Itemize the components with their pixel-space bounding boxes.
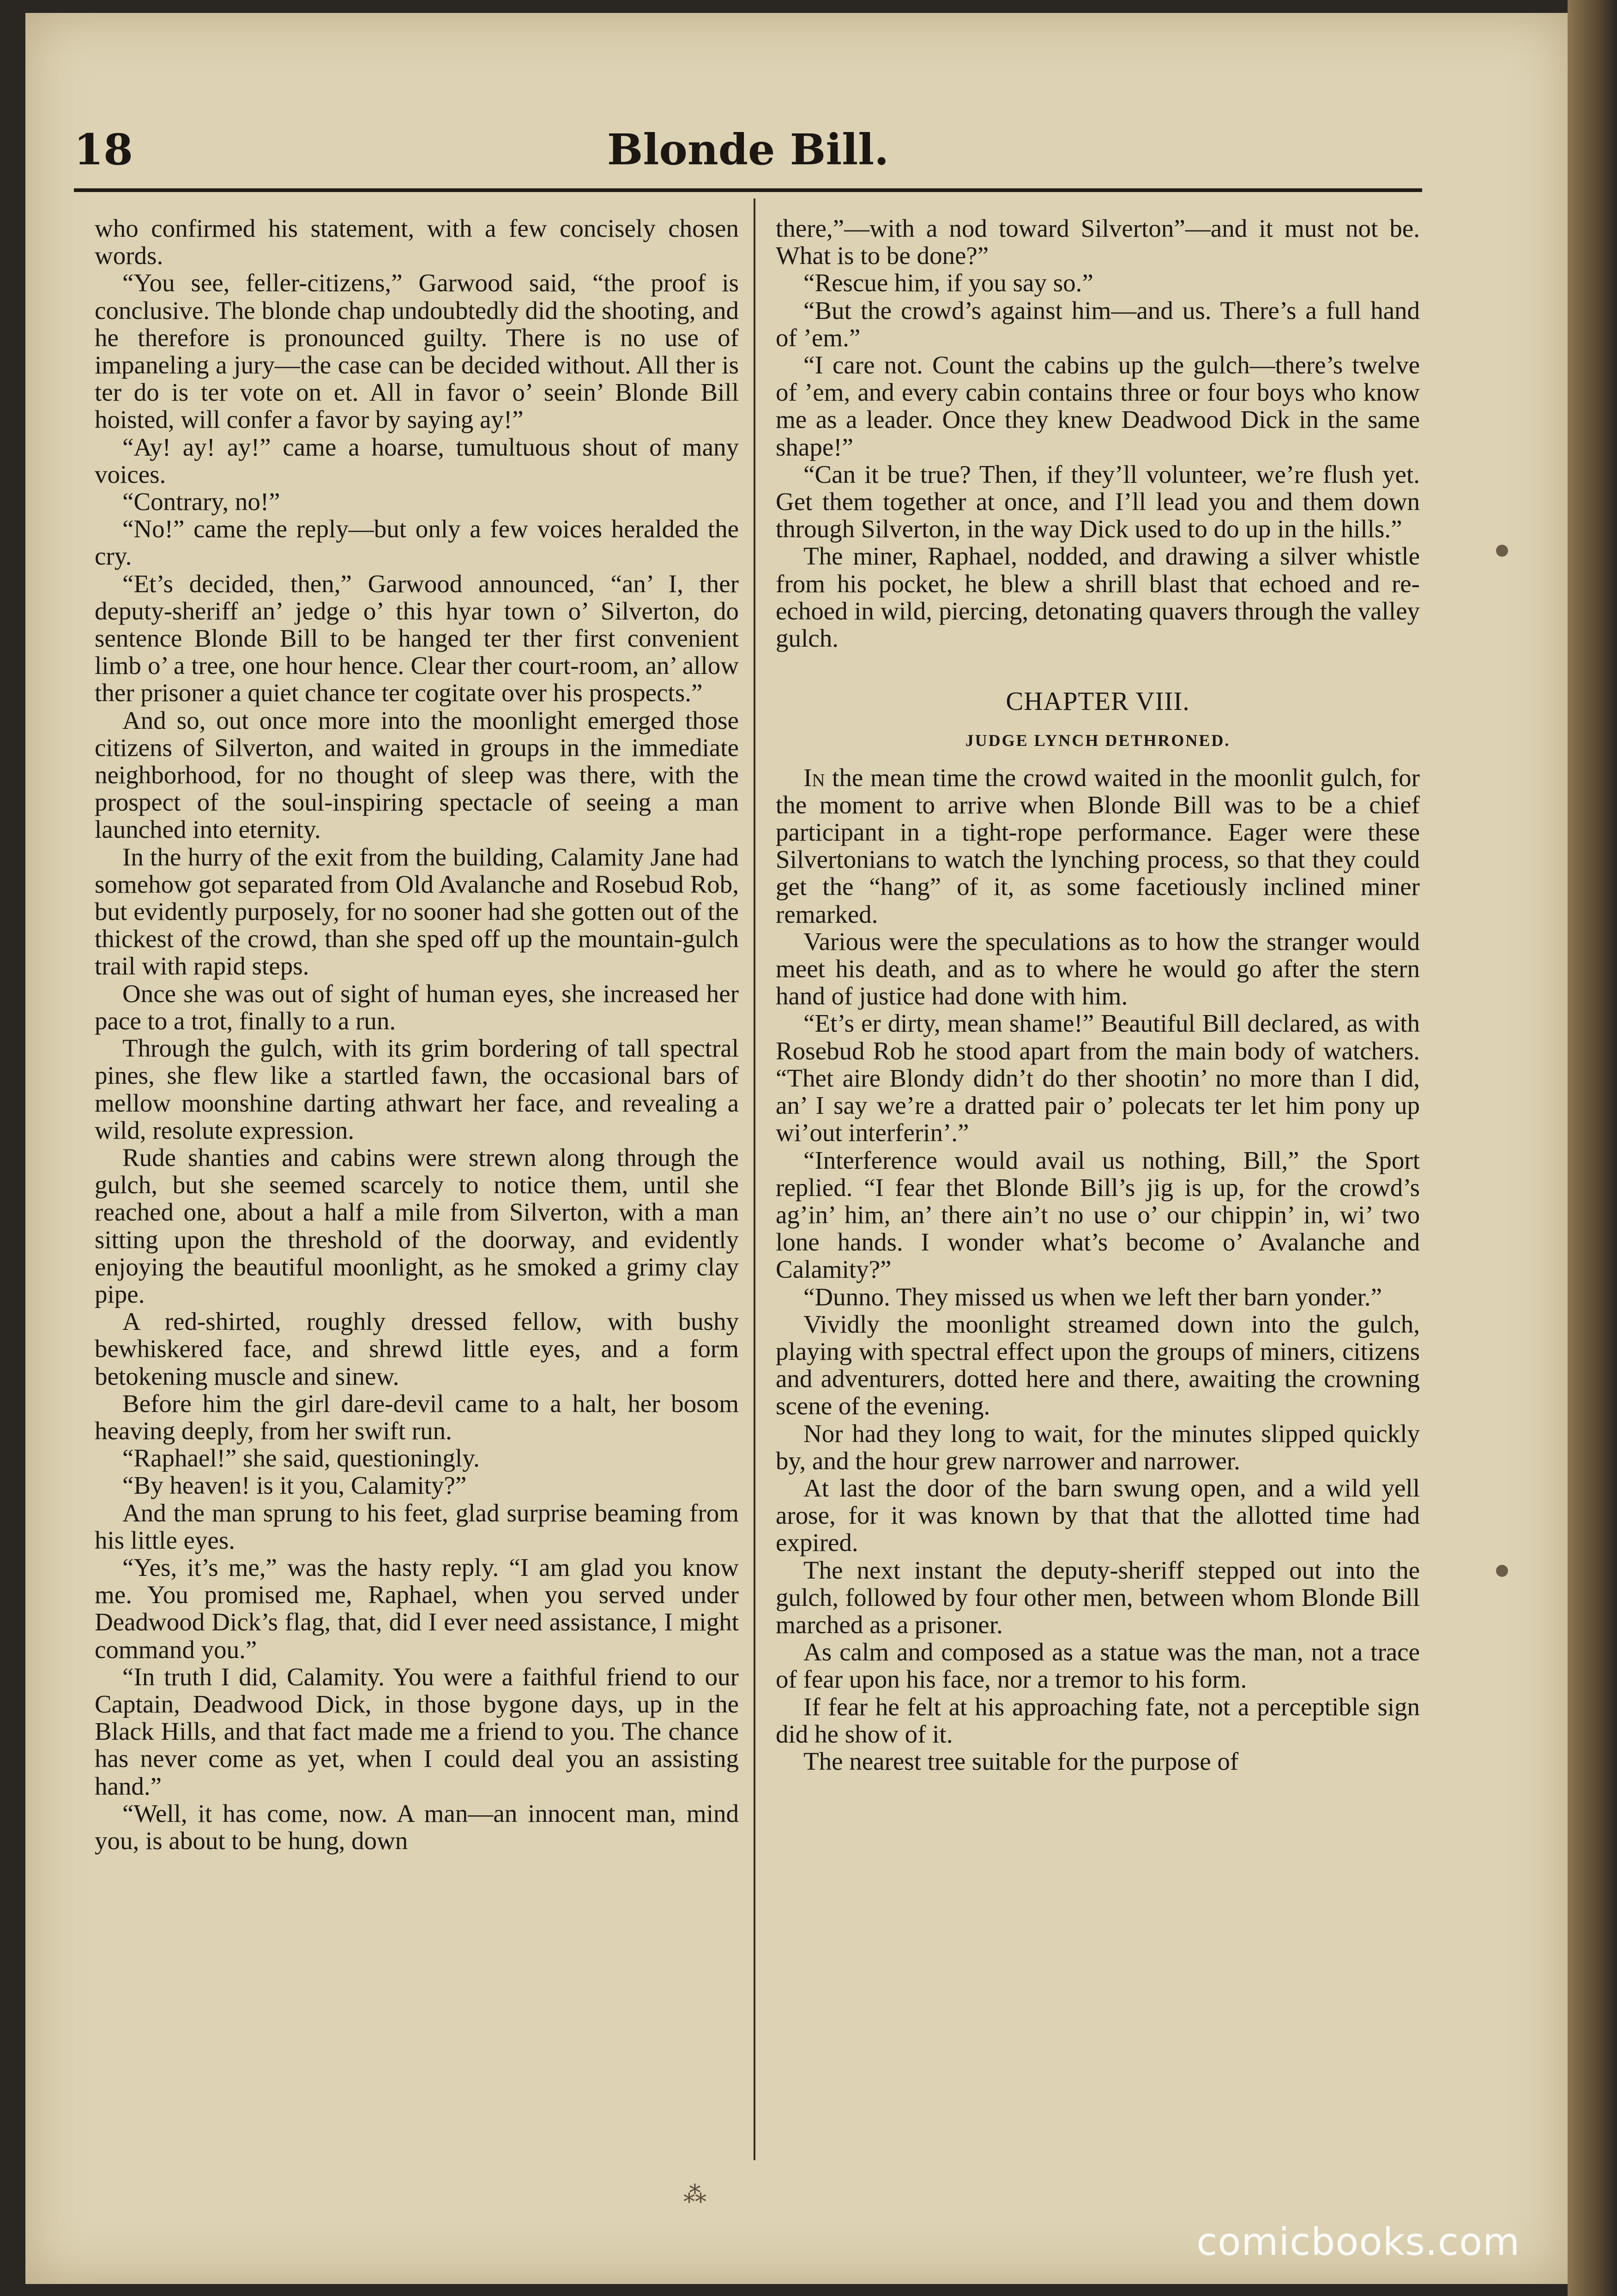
header-rule xyxy=(74,188,1422,192)
paragraph-text: A red-shirted, roughly dressed fellow, with bushy bewhiskered face, and shrewd little eyes, and a form betokening muscle and sinew. xyxy=(95,1307,739,1390)
paragraph xyxy=(776,1557,1420,1639)
paragraph-text: The miner, Raphael, nodded, and drawing a silver whistle from his pocket, he blew a shrill blast that echoed and re-echoed in wild, piercing, detonating quavers through the valley gulch. xyxy=(776,542,1420,653)
paragraph-text: “Dunno. They missed us when we left ther barn yonder.” xyxy=(803,1282,1382,1311)
paragraph-text: And so, out once more into the moonlight emerged those citizens of Silverton, and waited in groups in the immediate neighborhood, for no thought of sleep was there, with the prospect of the soul-inspiring spectacle of seeing a man launched into eternity. xyxy=(95,706,739,844)
paragraph xyxy=(95,1390,739,1444)
paragraph-text: “Contrary, no!” xyxy=(122,487,280,516)
paragraph xyxy=(776,461,1420,543)
paragraph-text: And the man sprung to his feet, glad surprise beaming from his little eyes. xyxy=(95,1498,739,1554)
paragraph-text: If fear he felt at his approaching fate, not a perceptible sign did he show of it. xyxy=(776,1692,1420,1748)
paragraph-text: Vividly the moonlight streamed down into the gulch, playing with spectral effect upon the groups of miners, citizens and adventurers, dotted here and there, awaiting the crowning scene of the evening. xyxy=(776,1310,1420,1420)
paragraph xyxy=(776,542,1420,652)
paragraph-text: Once she was out of sight of human eyes, she increased her pace to a trot, finally to a run. xyxy=(95,979,739,1035)
right-column-before-chapter xyxy=(776,215,1420,652)
paragraph xyxy=(95,433,739,488)
paragraph xyxy=(95,707,739,843)
paragraph xyxy=(95,570,739,707)
paragraph-text: Various were the speculations as to how the stranger would meet his death, and as to where he would go after the stern hand of justice had done with him. xyxy=(776,927,1420,1010)
paragraph-text: “In truth I did, Calamity. You were a faithful friend to our Captain, Deadwood Dick, in those bygone days, up in the Black Hills, and that fact made me a friend to you. The chance has never come as yet, when I could deal you an assisting hand.” xyxy=(95,1662,739,1800)
paragraph-text: “No!” came the reply—but only a few voices heralded the cry. xyxy=(95,515,739,571)
chapter-subtitle: JUDGE LYNCH DETHRONED. xyxy=(965,731,1231,750)
right-column xyxy=(776,215,1420,1775)
paragraph xyxy=(776,269,1420,296)
paragraph xyxy=(95,843,739,980)
paragraph xyxy=(95,515,739,570)
binding-tack xyxy=(1496,545,1508,557)
paragraph xyxy=(776,1638,1420,1693)
paragraph-text: Through the gulch, with its grim bordering of tall spectral pines, she flew like a startled fawn, the occasional bars of mellow moonshine darting athwart her face, and revealing a wild, resolute expression. xyxy=(95,1034,739,1144)
printer-mark: ⁂ xyxy=(683,2181,706,2208)
paragraph xyxy=(776,1748,1420,1775)
chapter-title: CHAPTER VIII. xyxy=(1006,687,1190,716)
paragraph-text: “Interference would avail us nothing, Bill,” the Sport replied. “I fear thet Blonde Bill’s jig is up, for the crowd’s ag’in’ him, an’ there ain’t no use o’ our chippin’ in, wi’ two lone hands. I wonder what’s become o’ Avalanche and Calamity?” xyxy=(776,1146,1420,1284)
column-divider xyxy=(754,198,755,2160)
paragraph xyxy=(95,1800,739,1854)
page-number: 18 xyxy=(74,125,133,174)
running-title: Blonde Bill. xyxy=(607,125,889,174)
paragraph xyxy=(95,1499,739,1554)
paragraph xyxy=(776,1474,1420,1557)
paragraph-text: “Et’s er dirty, mean shame!” Beautiful Bill declared, as with Rosebud Rob he stood apart from the main body of watchers. “Thet aire Blondy didn’t do ther shootin’ no more than I did, an’ I say we’re a dratted pair o’ polecats ter let him pony up wi’out interferin’.” xyxy=(776,1009,1420,1147)
paragraph-text: The nearest tree suitable for the purpose of xyxy=(803,1747,1239,1775)
left-column xyxy=(95,215,739,1854)
paragraph xyxy=(776,1310,1420,1420)
paragraph-text: The next instant the deputy-sheriff stepped out into the gulch, followed by four other men, between whom Blonde Bill marched as a prisoner. xyxy=(776,1556,1420,1639)
paragraph xyxy=(776,764,1420,928)
binding-tack xyxy=(1496,1565,1508,1577)
paragraph xyxy=(95,269,739,433)
paragraph-text: “Well, it has come, now. A man—an innocent man, mind you, is about to be hung, down xyxy=(95,1799,739,1855)
paragraph-lead: In xyxy=(803,763,825,792)
paragraph xyxy=(95,980,739,1034)
paragraph xyxy=(776,1147,1420,1283)
paragraph-text: “Et’s decided, then,” Garwood announced, “an’ I, ther deputy-sheriff an’ jedge o’ this hyar town o’ Silverton, do sentence Blonde Bill to be hanged ter ther first convenient limb o’ a tree, one hour hence. Clear ther court-room, an’ allow ther prisoner a quiet chance ter cogitate over his prospects.” xyxy=(95,569,739,707)
paragraph-text: “I care not. Count the cabins up the gulch—there’s twelve of ’em, and every cabin contains three or four boys who know me as a leader. Once they knew Deadwood Dick in the same shape!” xyxy=(776,351,1420,461)
paragraph-text: “Raphael!” she said, questioningly. xyxy=(122,1444,480,1473)
paragraph-text: there,”—with a nod toward Silverton”—and it must not be. What is to be done?” xyxy=(776,214,1420,270)
paragraph-text: the mean time the crowd waited in the moonlit gulch, for the moment to arrive when Blonde Bill was to be a chief participant in a tight-rope performance. Eager were these Silvertonians to watch the lynching process, so that they could get the “hang” of it, as some facetiously inclined miner remarked. xyxy=(776,763,1420,928)
paragraph xyxy=(776,1010,1420,1146)
chapter-heading xyxy=(776,688,1420,754)
paragraph-text: Rude shanties and cabins were strewn along through the gulch, but she seemed scarcely to notice them, until she reached one, about a half a mile from Silverton, with a man sitting upon the threshold of the doorway, and evidently enjoying the beautiful moonlight, as he smoked a grimy clay pipe. xyxy=(95,1143,739,1308)
paragraph xyxy=(776,297,1420,351)
paragraph-text: “Rescue him, if you say so.” xyxy=(803,269,1093,297)
paragraph xyxy=(95,1554,739,1663)
paragraph-text: “Can it be true? Then, if they’ll volunteer, we’re flush yet. Get them together at once, and I’ll lead you and them down through Silverton, in the way Dick used to do up in the hills.” xyxy=(776,460,1420,543)
paragraph xyxy=(95,1034,739,1144)
page-header xyxy=(74,125,1422,180)
paragraph xyxy=(95,1144,739,1308)
paragraph xyxy=(776,1283,1420,1310)
paragraph-text: “By heaven! is it you, Calamity?” xyxy=(122,1471,467,1500)
right-column-after-chapter xyxy=(776,764,1420,1775)
paragraph xyxy=(776,215,1420,269)
paragraph xyxy=(776,351,1420,461)
paragraph-text: At last the door of the barn swung open, and a wild yell arose, for it was known by that that the allotted time had expired. xyxy=(776,1473,1420,1557)
paragraph xyxy=(95,1472,739,1499)
paragraph-text: As calm and composed as a statue was the man, not a trace of fear upon his face, nor a tremor to his form. xyxy=(776,1638,1420,1694)
paragraph-text: Nor had they long to wait, for the minutes slipped quickly by, and the hour grew narrower and narrower. xyxy=(776,1419,1420,1475)
paragraph xyxy=(776,1420,1420,1474)
paragraph-text: “Ay! ay! ay!” came a hoarse, tumultuous shout of many voices. xyxy=(95,433,739,488)
paragraph xyxy=(776,928,1420,1010)
watermark: comicbooks.com xyxy=(1196,2220,1520,2264)
paragraph-text: “You see, feller-citizens,” Garwood said, “the proof is conclusive. The blonde chap undoubtedly did the shooting, and he therefore is pronounced guilty. There is no use of impaneling a jury—the case can be decided without. All ther is ter do is ter vote on et. All in favor o’ seein’ Blonde Bill hoisted, will confer a favor by saying ay!” xyxy=(95,269,739,434)
paragraph xyxy=(95,215,739,269)
page-edge xyxy=(1568,0,1617,2296)
paragraph xyxy=(95,1308,739,1390)
paragraph xyxy=(95,1663,739,1800)
paragraph xyxy=(776,1693,1420,1748)
paragraph-text: Before him the girl dare-devil came to a halt, her bosom heaving deeply, from her swift run. xyxy=(95,1389,739,1445)
paragraph-text: “But the crowd’s against him—and us. There’s a full hand of ’em.” xyxy=(776,296,1420,352)
paragraph xyxy=(95,488,739,515)
paragraph-text: who confirmed his statement, with a few concisely chosen words. xyxy=(95,214,739,270)
paragraph-text: In the hurry of the exit from the building, Calamity Jane had somehow got separated from Old Avalanche and Rosebud Rob, but evidently purposely, for no sooner had she gotten out of the thickest of the crowd, than she sped off up the mountain-gulch trail with rapid steps. xyxy=(95,842,739,980)
paragraph xyxy=(95,1444,739,1472)
paragraph-text: “Yes, it’s me,” was the hasty reply. “I am glad you know me. You promised me, Raphael, when you served under Deadwood Dick’s flag, that, did I ever need assistance, I might command you.” xyxy=(95,1553,739,1664)
